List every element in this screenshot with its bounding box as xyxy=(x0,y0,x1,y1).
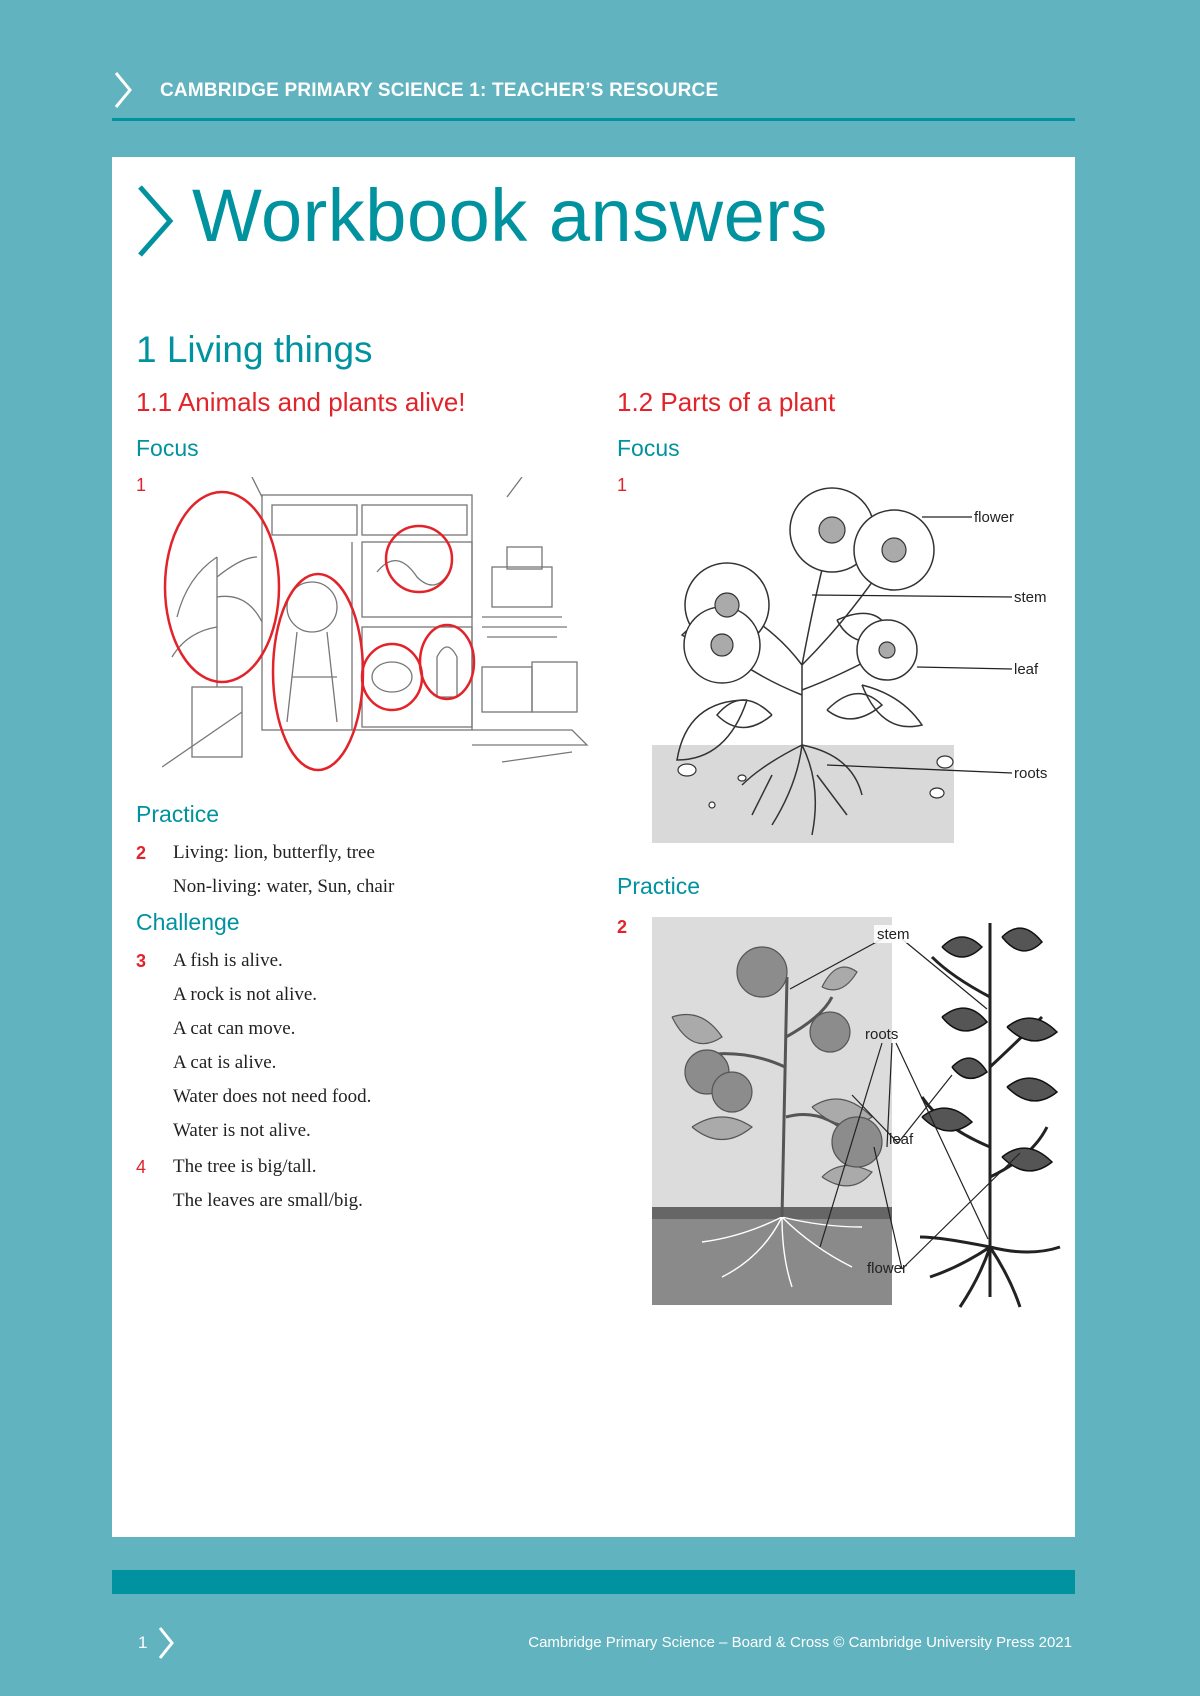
practice-heading-left: Practice xyxy=(136,801,220,827)
answer-line: A cat is alive. xyxy=(173,1052,277,1073)
challenge-heading: Challenge xyxy=(136,909,240,935)
page-title: Workbook answers xyxy=(192,174,828,257)
answer-line: Non-living: water, Sun, chair xyxy=(173,876,395,897)
answer-line: Water does not need food. xyxy=(173,1086,372,1107)
question-number: 4 xyxy=(136,1157,147,1177)
answer-line: A rock is not alive. xyxy=(173,984,318,1005)
page-panel xyxy=(112,157,1075,1537)
unit-title: 1 Living things xyxy=(136,329,373,370)
section-1-2-title: 1.2 Parts of a plant xyxy=(617,387,836,417)
practice-heading-right: Practice xyxy=(617,873,701,899)
question-number: 1 xyxy=(617,475,628,495)
page-number: 1 xyxy=(138,1633,148,1652)
chevron-right-icon xyxy=(156,1625,178,1661)
question-number: 3 xyxy=(136,951,147,971)
question-number: 1 xyxy=(136,475,147,495)
question-number: 2 xyxy=(617,917,628,937)
section-1-1-title: 1.1 Animals and plants alive! xyxy=(136,387,466,417)
chevron-right-icon xyxy=(112,70,136,110)
label-leaf: leaf xyxy=(889,1131,914,1148)
running-header xyxy=(112,70,1075,121)
copyright-notice: Cambridge Primary Science – Board & Cross © Cambridge University Press 2021 xyxy=(528,1634,1072,1651)
answer-line: The leaves are small/big. xyxy=(173,1190,363,1211)
focus-heading-right: Focus xyxy=(617,435,680,461)
question-number: 2 xyxy=(136,843,147,863)
label-roots: roots xyxy=(1014,765,1048,782)
answer-line: Living: lion, butterfly, tree xyxy=(173,842,375,863)
running-header-title: CAMBRIDGE PRIMARY SCIENCE 1: TEACHER’S RESOURCE xyxy=(160,80,719,101)
label-flower: flower xyxy=(867,1260,908,1277)
footer-band xyxy=(112,1570,1075,1594)
label-leaf: leaf xyxy=(1014,661,1039,678)
answer-line: The tree is big/tall. xyxy=(173,1156,317,1177)
answer-line: Water is not alive. xyxy=(173,1120,311,1141)
focus-heading-left: Focus xyxy=(136,435,199,461)
tomato-plant-labelling-diagram xyxy=(652,917,1072,1317)
label-stem: stem xyxy=(1014,589,1047,606)
answer-line: A fish is alive. xyxy=(173,950,283,971)
label-stem: stem xyxy=(877,926,910,943)
answer-line: A cat can move. xyxy=(173,1018,296,1039)
label-roots: roots xyxy=(865,1026,899,1043)
chevron-right-icon xyxy=(134,183,178,259)
label-flower: flower xyxy=(974,509,1015,526)
plant-parts-diagram xyxy=(652,475,1062,845)
classroom-illustration xyxy=(162,477,602,777)
